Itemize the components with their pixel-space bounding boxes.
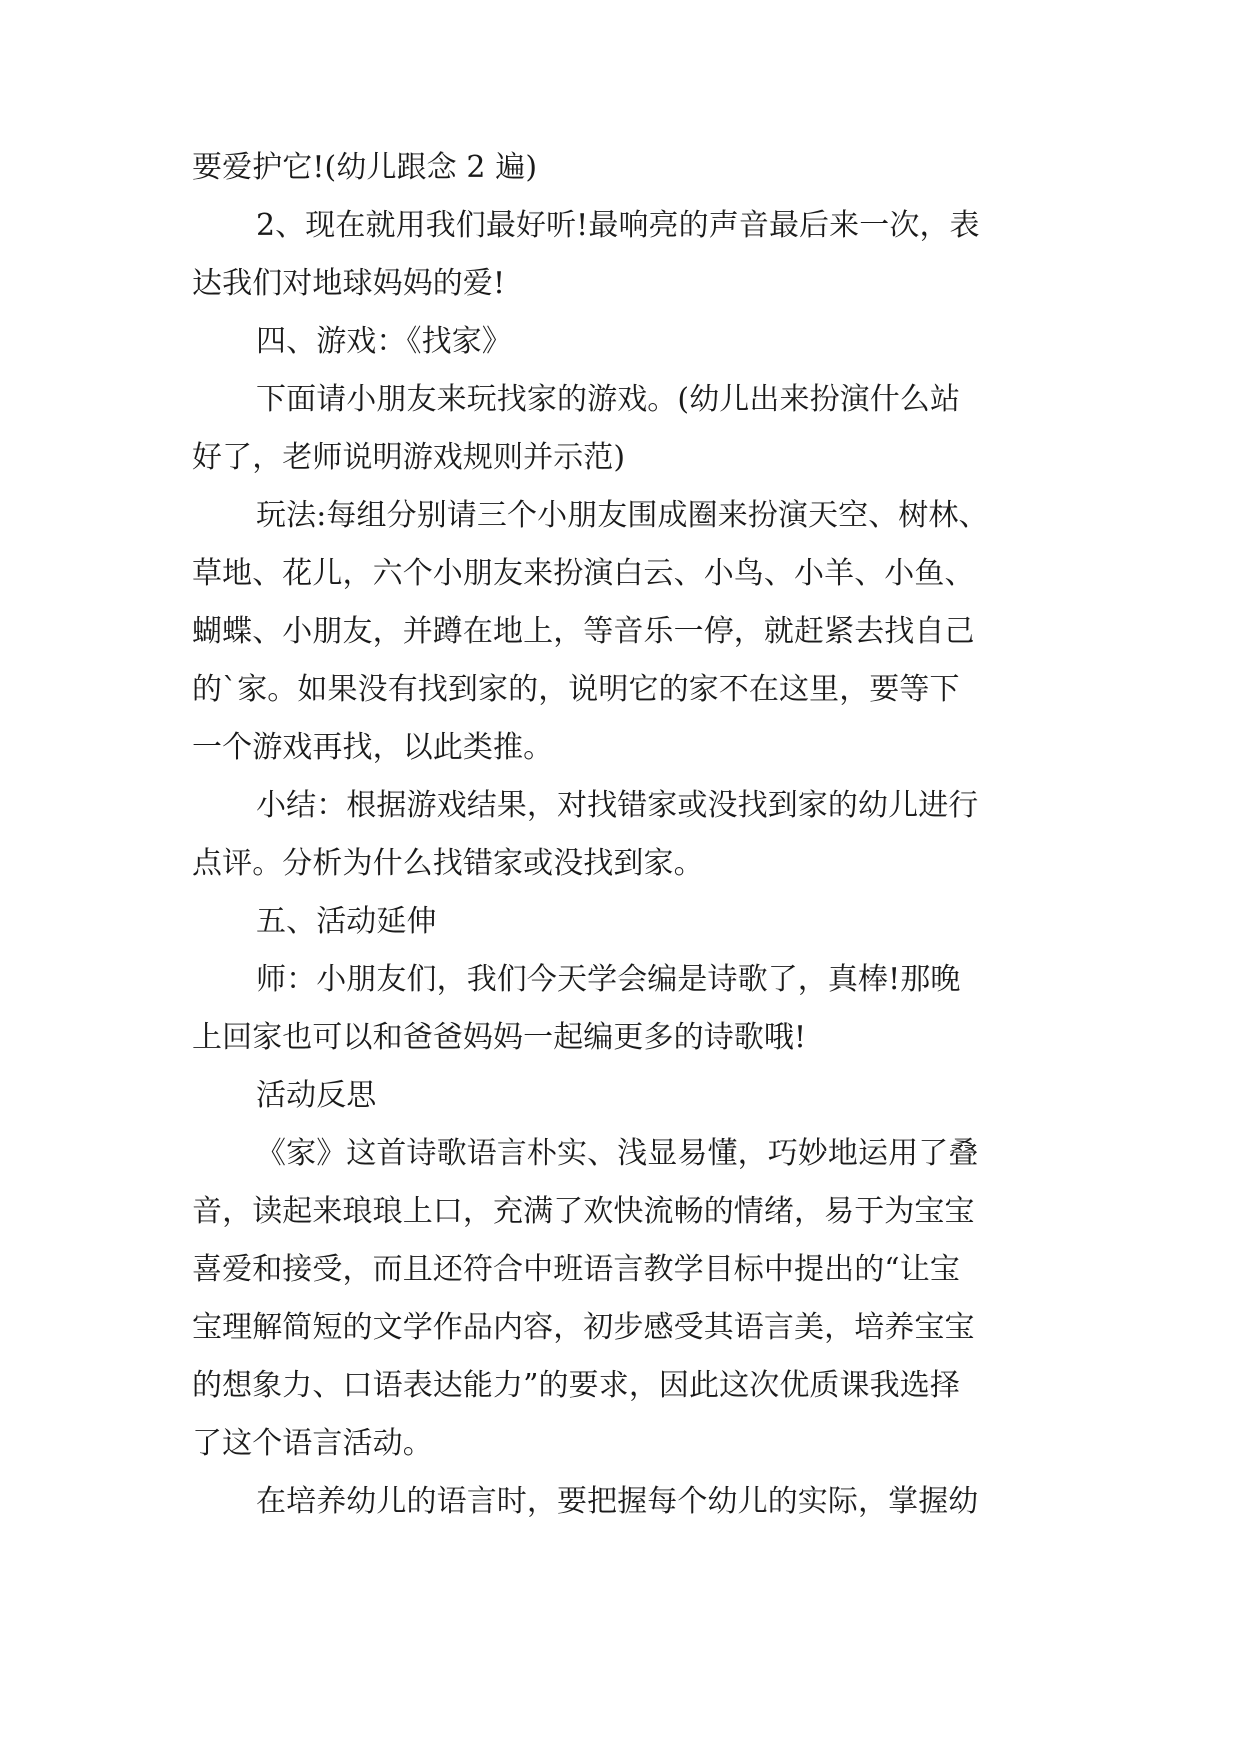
text-line: 喜爱和接受，而且还符合中班语言教学目标中提出的“让宝: [192, 1252, 960, 1287]
text-line: 达我们对地球妈妈的爱!: [192, 266, 506, 301]
text-line: 好了，老师说明游戏规则并示范): [192, 440, 626, 475]
text-line: 师：小朋友们，我们今天学会编是诗歌了，真棒!那晚: [256, 962, 961, 997]
section-heading: 活动反思: [256, 1078, 377, 1113]
text-line: 玩法:每组分别请三个小朋友围成圈来扮演天空、树林、: [256, 498, 989, 533]
text-line: 的`家。如果没有找到家的，说明它的家不在这里，要等下: [192, 672, 960, 707]
text-line: 点评。分析为什么找错家或没找到家。: [192, 846, 704, 881]
text-line: 宝理解简短的文学作品内容，初步感受其语言美，培养宝宝: [192, 1310, 975, 1345]
text-line: 《家》这首诗歌语言朴实、浅显易懂，巧妙地运用了叠: [256, 1136, 979, 1171]
text-line: 小结：根据游戏结果，对找错家或没找到家的幼儿进行: [256, 788, 979, 823]
text-line: 蝴蝶、小朋友，并蹲在地上，等音乐一停，就赶紧去找自己: [192, 614, 975, 649]
text-line: 要爱护它!(幼儿跟念 2 遍): [192, 150, 538, 185]
text-line: 草地、花儿，六个小朋友来扮演白云、小鸟、小羊、小鱼、: [192, 556, 975, 591]
text-line: 了这个语言活动。: [192, 1426, 433, 1461]
text-line: 音，读起来琅琅上口，充满了欢快流畅的情绪，易于为宝宝: [192, 1194, 975, 1229]
text-line: 2、现在就用我们最好听!最响亮的声音最后来一次，表: [256, 208, 980, 243]
text-line: 一个游戏再找，以此类推。: [192, 730, 554, 765]
text-line: 上回家也可以和爸爸妈妈一起编更多的诗歌哦!: [192, 1020, 807, 1055]
text-line: 的想象力、口语表达能力”的要求，因此这次优质课我选择: [192, 1368, 960, 1403]
section-heading: 四、游戏：《找家》: [256, 324, 512, 359]
text-line: 下面请小朋友来玩找家的游戏。(幼儿出来扮演什么站: [256, 382, 961, 417]
text-line: 在培养幼儿的语言时，要把握每个幼儿的实际，掌握幼: [256, 1484, 979, 1519]
section-heading: 五、活动延伸: [256, 904, 437, 939]
